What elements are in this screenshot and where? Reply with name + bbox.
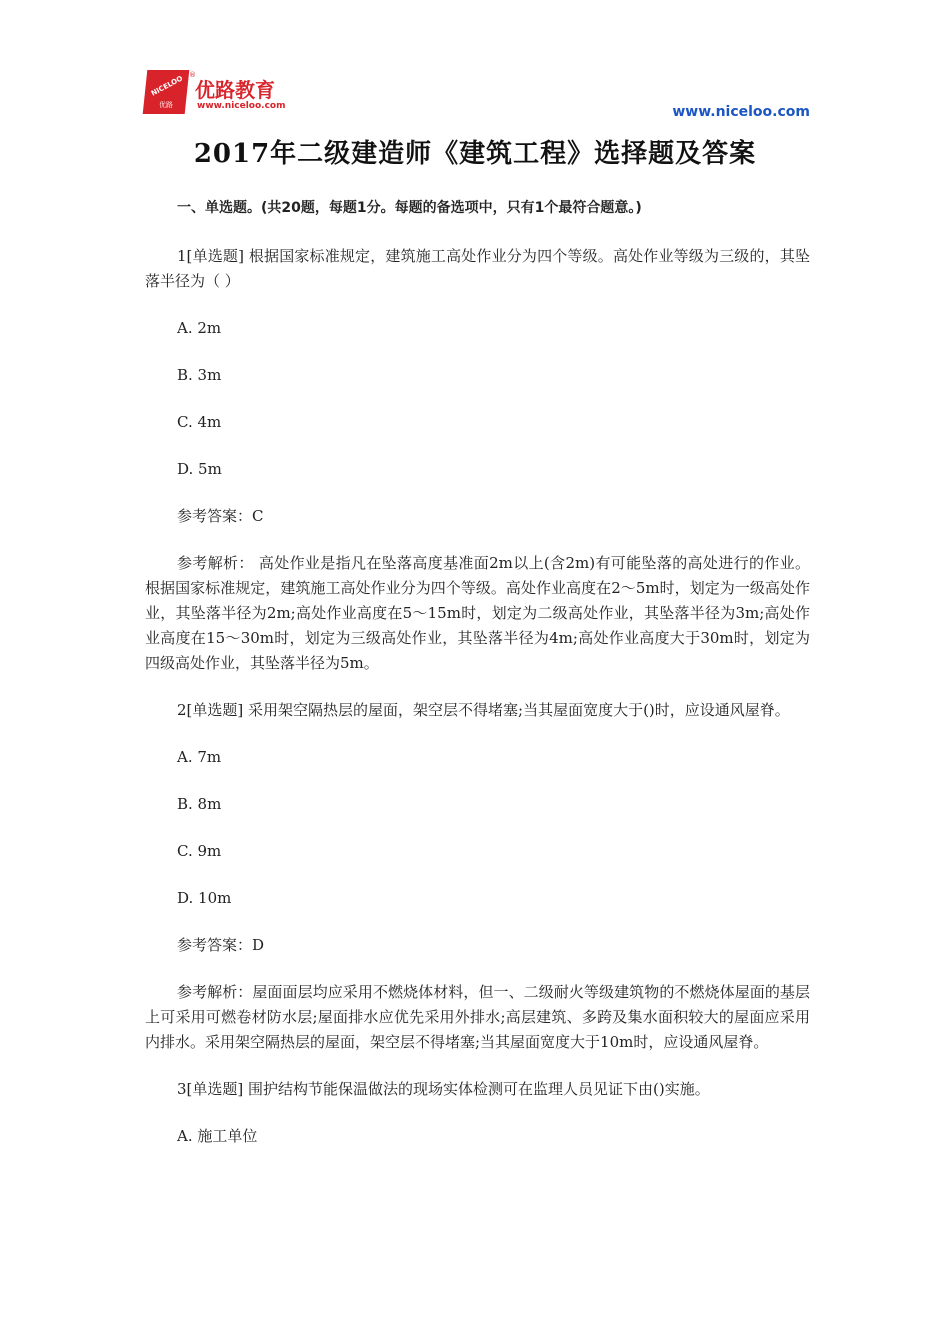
question-2-answer: 参考答案：D <box>177 936 265 954</box>
question-3-option-a: A. 施工单位 <box>177 1127 258 1145</box>
question-2-option-d: D. 10m <box>177 889 232 907</box>
question-2-stem: 2[单选题] 采用架空隔热层的屋面，架空层不得堵塞;当其屋面宽度大于()时，应设通风屋脊。 <box>177 701 790 719</box>
logo-badge-sub: 优路 <box>159 101 173 109</box>
question-3-stem: 3[单选题] 围护结构节能保温做法的现场实体检测可在监理人员见证下由()实施。 <box>177 1080 710 1098</box>
site-url-link[interactable]: www.niceloo.com <box>672 104 810 120</box>
question-1-analysis: 参考解析： 高处作业是指凡在坠落高度基准面2m以上(含2m)有可能坠落的高处进行的作业。根据国家标准规定，建筑施工高处作业分为四个等级。高处作业高度在2～5m时，划定为一级高处作业，其坠落半径为2m;高处作业高度在5～15m时，划定为二级高处作业，其坠落半径为3m;高处作业高度在15～30m时，划定为三级高处作业，其坠落半径为4m;高处作业高度大于30m时，划定为四级高处作业，其坠落半径为5m。 <box>145 554 810 672</box>
question-2-option-c: C. 9m <box>177 842 222 860</box>
question-2-analysis: 参考解析：屋面面层均应采用不燃烧体材料，但一、二级耐火等级建筑物的不燃烧体屋面的基层上可采用可燃卷材防水层;屋面排水应优先采用外排水;高层建筑、多跨及集水面积较大的屋面应采用内排水。采用架空隔热层的屋面，架空层不得堵塞;当其屋面宽度大于10m时，应设通风屋脊。 <box>145 983 810 1051</box>
question-2-option-a: A. 7m <box>177 748 222 766</box>
section-title: 一、单选题。(共20题，每题1分。每题的备选项中，只有1个最符合题意。) <box>177 200 642 216</box>
document-title: 2017年二级建造师《建筑工程》选择题及答案 <box>193 139 757 169</box>
logo-badge-text: NICELOO <box>149 74 185 98</box>
question-1-stem: 1[单选题] 根据国家标准规定，建筑施工高处作业分为四个等级。高处作业等级为三级的，其坠落半径为（ ） <box>145 247 810 290</box>
logo-name: 优路教育 <box>195 78 275 102</box>
question-1-answer: 参考答案：C <box>177 507 264 525</box>
question-1-option-a: A. 2m <box>177 319 222 337</box>
page-header <box>145 70 810 120</box>
logo-url: www.niceloo.com <box>197 101 286 111</box>
question-1-option-c: C. 4m <box>177 413 222 431</box>
document-body <box>145 196 810 1149</box>
logo-registered-mark: ® <box>189 71 196 79</box>
question-1-option-d: D. 5m <box>177 460 222 478</box>
question-1-option-b: B. 3m <box>177 366 222 384</box>
question-2-option-b: B. 8m <box>177 795 222 813</box>
